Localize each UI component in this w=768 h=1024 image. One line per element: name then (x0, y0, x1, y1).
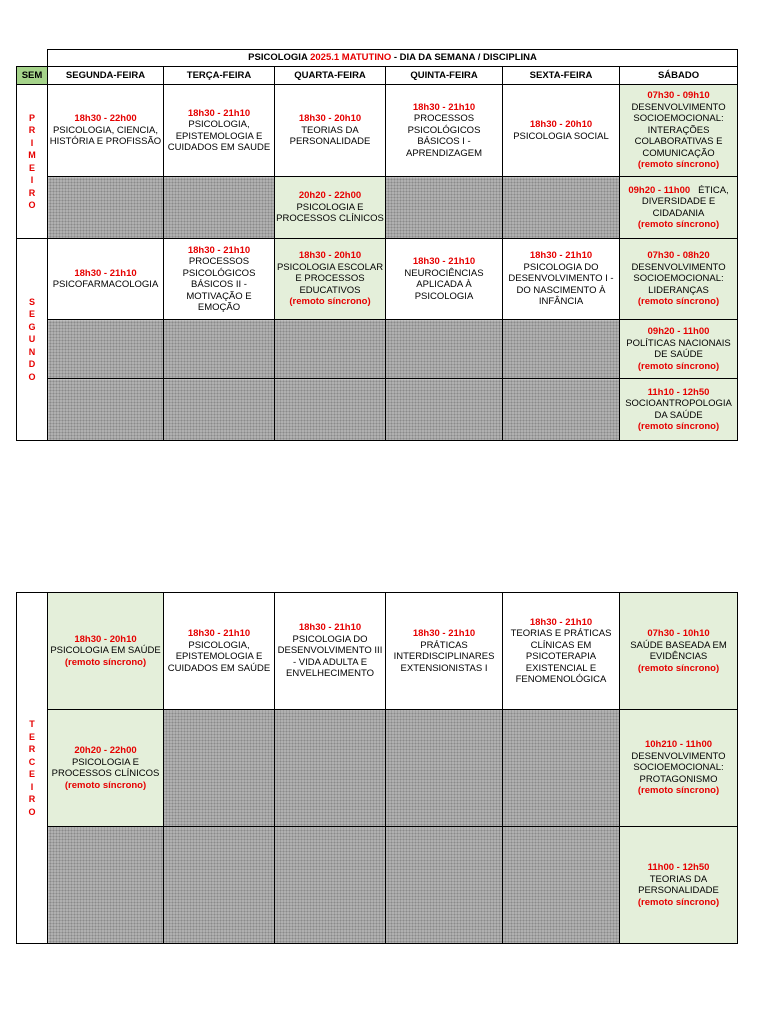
day-header-quinta: QUINTA-FEIRA (386, 67, 503, 85)
day-header-quarta: QUARTA-FEIRA (275, 67, 386, 85)
class-cell: 18h30 - 21h10 TEORIAS E PRÁTICAS CLÍNICAS EM PSICOTERAPIA EXISTENCIAL E FENOMENOLÓGICA (503, 593, 620, 710)
empty-slot (164, 710, 275, 827)
class-cell-remote: 09h20 - 11h00 POLÍTICAS NACIONAIS DE SAÚDE (remoto síncrono) (620, 320, 738, 379)
empty-slot (503, 320, 620, 379)
class-cell-remote: 11h00 - 12h50 TEORIAS DA PERSONALIDADE (remoto síncrono) (620, 827, 738, 944)
class-cell-remote: 10h210 - 11h00 DESENVOLVIMENTO SOCIOEMOCIONAL: PROTAGONISMO (remoto síncrono) (620, 710, 738, 827)
schedule-table-top (16, 49, 738, 441)
empty-slot (164, 379, 275, 441)
empty-slot (275, 827, 386, 944)
class-cell: 18h30 - 22h00 PSICOLOGIA, CIENCIA, HISTÓRIA E PROFISSÃO (48, 85, 164, 177)
empty-slot (48, 320, 164, 379)
schedule-table-bottom (16, 592, 738, 944)
empty-slot (48, 827, 164, 944)
sem-header: SEM (17, 67, 48, 85)
empty-slot (275, 710, 386, 827)
empty-slot (503, 379, 620, 441)
class-cell-remote: 11h10 - 12h50 SOCIOANTROPOLOGIA DA SAÚDE (remoto síncrono) (620, 379, 738, 441)
day-header-sexta: SEXTA-FEIRA (503, 67, 620, 85)
class-cell-remote: 07h30 - 09h10 DESENVOLVIMENTO SOCIOEMOCIONAL: INTERAÇÕES COLABORATIVAS E COMUNICAÇÃO (remoto síncrono) (620, 85, 738, 177)
day-header-sabado: SÁBADO (620, 67, 738, 85)
semester-label-primeiro: P R I M E I R O (17, 85, 48, 239)
class-cell: 18h30 - 21h10 PSICOLOGIA DO DESENVOLVIMENTO III - VIDA ADULTA E ENVELHECIMENTO (275, 593, 386, 710)
class-cell-remote: 09h20 - 11h00 ÉTICA, DIVERSIDADE E CIDADANIA (remoto síncrono) (620, 177, 738, 239)
semester-label-terceiro: T E R C E I R O (17, 593, 48, 944)
class-cell: 18h30 - 21h10 PRÁTICAS INTERDISCIPLINARES EXTENSIONISTAS I (386, 593, 503, 710)
empty-slot (503, 177, 620, 239)
class-cell-remote: 18h30 - 20h10 PSICOLOGIA ESCOLAR E PROCESSOS EDUCATIVOS (remoto síncrono) (275, 239, 386, 320)
empty-slot (275, 379, 386, 441)
class-cell: 18h30 - 21h10 PROCESSOS PSICOLÓGICOS BÁSICOS I - APRENDIZAGEM (386, 85, 503, 177)
empty-slot (386, 827, 503, 944)
empty-slot (386, 710, 503, 827)
class-cell-remote: 07h30 - 10h10 SAÚDE BASEADA EM EVIDÊNCIAS (remoto síncrono) (620, 593, 738, 710)
empty-slot (386, 379, 503, 441)
empty-slot (48, 177, 164, 239)
empty-slot (275, 320, 386, 379)
class-cell: 18h30 - 21h10 NEUROCIÊNCIAS APLICADA À PSICOLOGIA (386, 239, 503, 320)
class-cell-remote: 20h20 - 22h00 PSICOLOGIA E PROCESSOS CLÍNICOS (remoto síncrono) (48, 710, 164, 827)
empty-slot (164, 320, 275, 379)
empty-slot (164, 827, 275, 944)
class-cell-remote: 18h30 - 20h10 PSICOLOGIA EM SAÚDE (remoto síncrono) (48, 593, 164, 710)
empty-slot (503, 710, 620, 827)
class-cell: 18h30 - 20h10 PSICOLOGIA SOCIAL (503, 85, 620, 177)
class-cell: 18h30 - 21h10 PSICOLOGIA, EPISTEMOLOGIA E CUIDADOS EM SAÚDE (164, 593, 275, 710)
empty-slot (48, 379, 164, 441)
schedule-title: PSICOLOGIA 2025.1 MATUTINO - DIA DA SEMANA / DISCIPLINA (48, 50, 738, 67)
day-header-terca: TERÇA-FEIRA (164, 67, 275, 85)
empty-slot (164, 177, 275, 239)
class-cell: 18h30 - 21h10 PSICOFARMACOLOGIA (48, 239, 164, 320)
class-cell: 18h30 - 21h10 PSICOLOGIA DO DESENVOLVIMENTO I - DO NASCIMENTO À INFÂNCIA (503, 239, 620, 320)
class-cell: 18h30 - 21h10 PSICOLOGIA, EPISTEMOLOGIA E CUIDADOS EM SAUDE (164, 85, 275, 177)
class-cell: 18h30 - 20h10 TEORIAS DA PERSONALIDADE (275, 85, 386, 177)
class-cell-remote: 07h30 - 08h20 DESENVOLVIMENTO SOCIOEMOCIONAL: LIDERANÇAS (remoto síncrono) (620, 239, 738, 320)
empty-slot (386, 177, 503, 239)
semester-label-segundo: S E G U N D O (17, 239, 48, 441)
empty-slot (386, 320, 503, 379)
class-cell-remote: 20h20 - 22h00 PSICOLOGIA E PROCESSOS CLÍNICOS (275, 177, 386, 239)
empty-slot (503, 827, 620, 944)
class-cell: 18h30 - 21h10 PROCESSOS PSICOLÓGICOS BÁSICOS II - MOTIVAÇÃO E EMOÇÃO (164, 239, 275, 320)
day-header-segunda: SEGUNDA-FEIRA (48, 67, 164, 85)
